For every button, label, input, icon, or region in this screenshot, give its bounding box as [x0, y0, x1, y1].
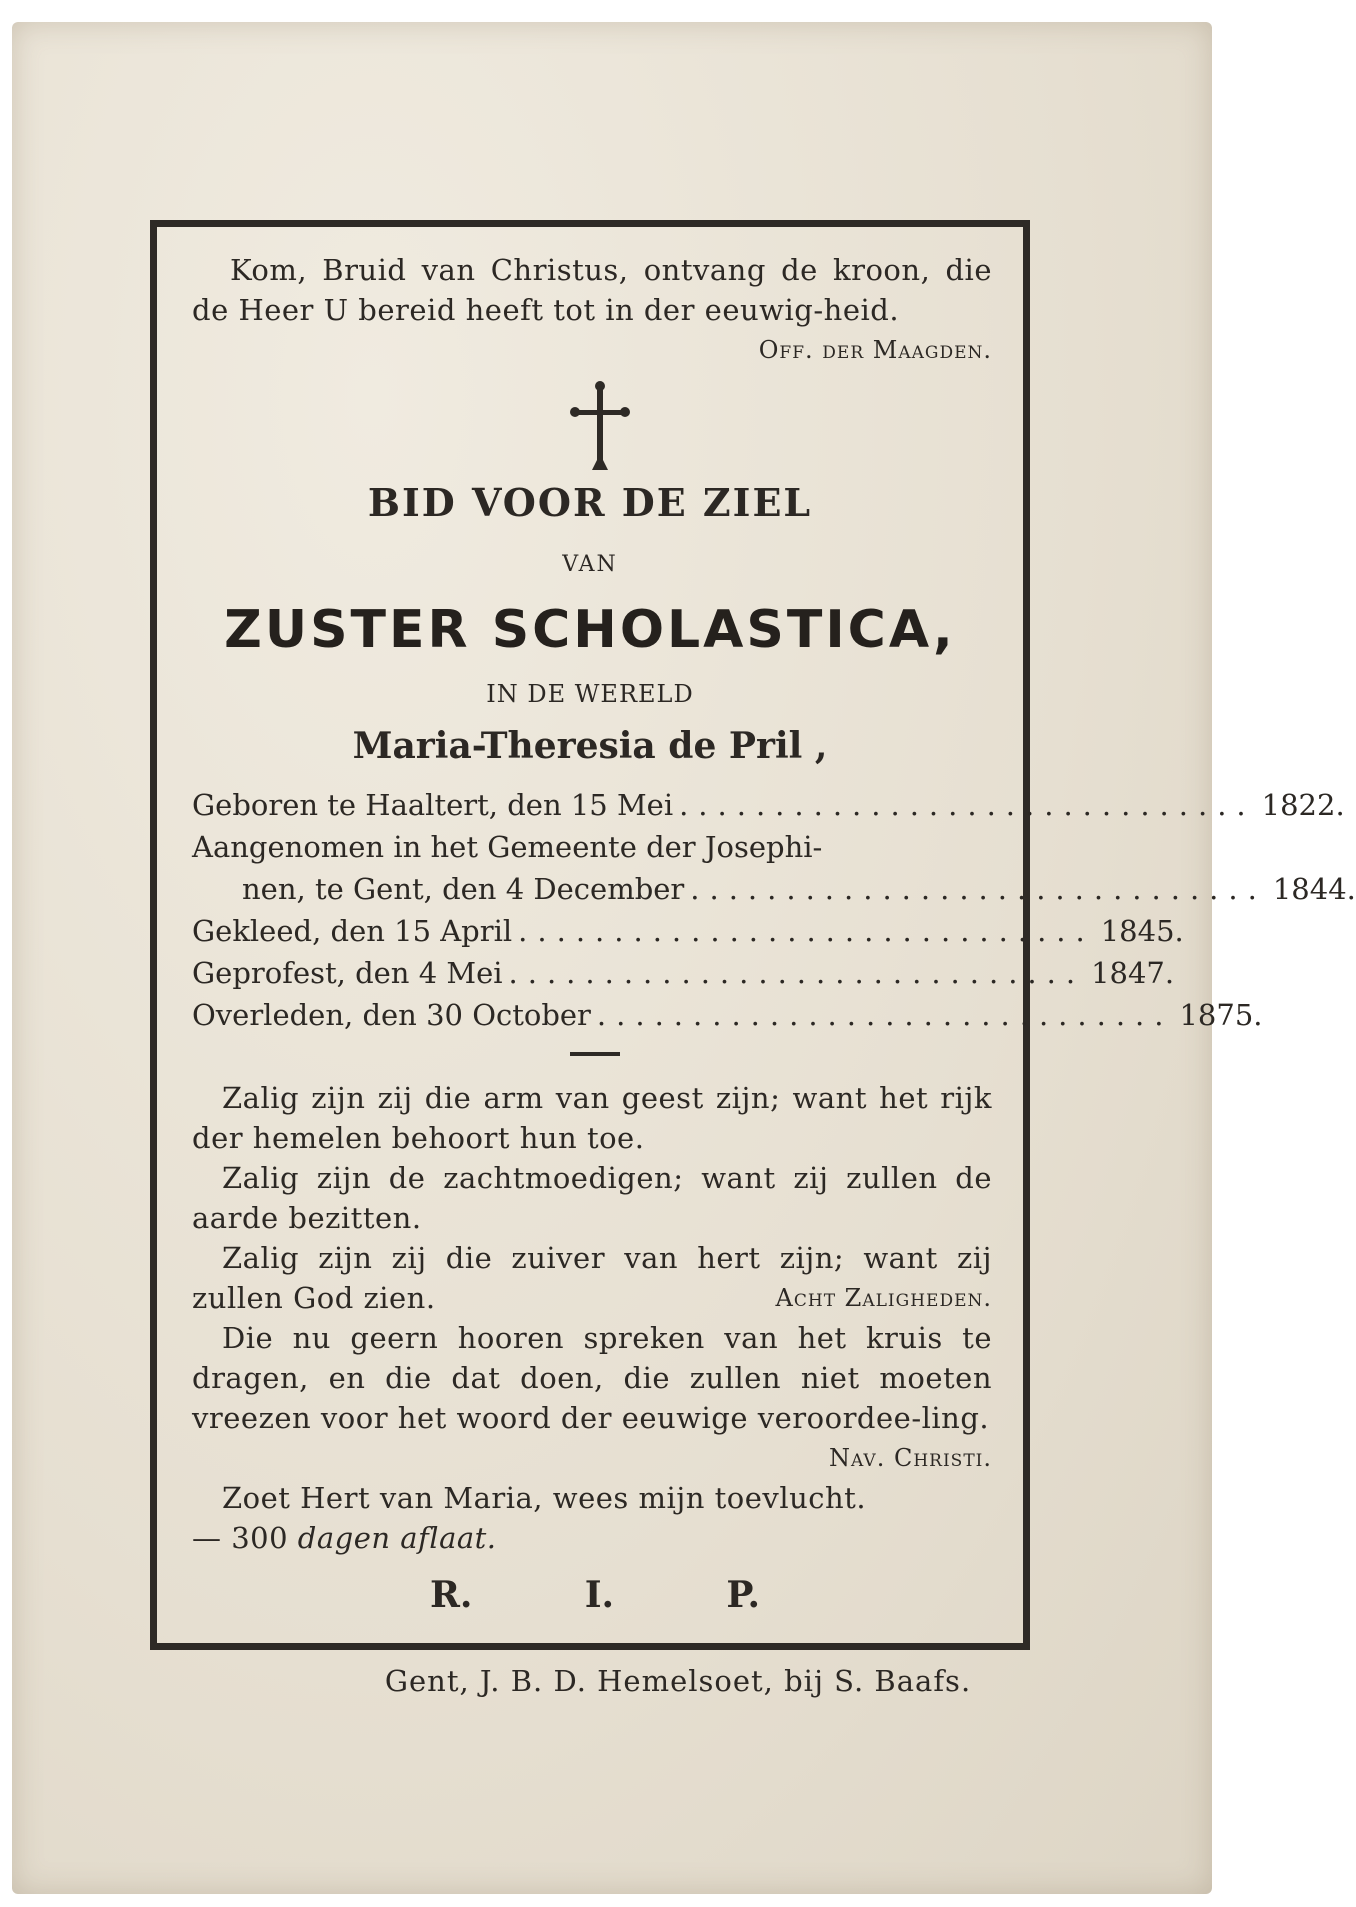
heading-line-2: VAN [562, 552, 618, 577]
top-verse [192, 250, 992, 370]
event-year: 1822. [1261, 788, 1345, 822]
event-label: Gekleed, den 15 April [192, 914, 513, 948]
event-label: Geprofest, den 4 Mei [192, 956, 503, 990]
event-row [192, 914, 1184, 954]
event-year: 1847. [1091, 956, 1175, 990]
top-verse-source: Off. der Maagden. [758, 336, 992, 364]
indulgence-prefix: — 300 [192, 1521, 289, 1555]
printer-imprint: Gent, J. B. D. Hemelsoet, bij S. Baafs. [384, 1664, 972, 1698]
event-year: 1875. [1179, 998, 1263, 1032]
event-row [192, 830, 992, 870]
rip-letter: P. [726, 1574, 760, 1616]
heading-name: ZUSTER SCHOLASTICA, [224, 600, 956, 660]
cross-icon [570, 380, 630, 470]
leader-dots: .............................. [596, 998, 1174, 1032]
prayer-line: Zoet Hert van Maria, wees mijn toevlucht. [222, 1481, 867, 1515]
heading-line-3: IN DE WERELD [486, 680, 694, 708]
event-label: nen, te Gent, den 4 December [242, 872, 685, 906]
imitation-source: Nav. Christi. [829, 1444, 992, 1472]
event-label: Geboren te Haaltert, den 15 Mei [192, 788, 674, 822]
imitation-quote [192, 1318, 992, 1478]
rip-line [430, 1574, 760, 1616]
heading-line-1: BID VOOR DE ZIEL [367, 480, 813, 525]
event-row [242, 872, 1356, 912]
leader-dots: .............................. [508, 956, 1086, 990]
leader-dots: .............................. [679, 788, 1256, 822]
rip-letter: R. [430, 1574, 473, 1616]
leader-dots: .............................. [518, 914, 1095, 948]
indulgence-text: dagen aflaat. [297, 1521, 497, 1555]
leader-dots: .............................. [690, 872, 1267, 906]
event-row [192, 788, 1345, 828]
event-label: Aangenomen in het Gemeente der Josephi- [192, 830, 823, 864]
worldly-name: Maria-Theresia de Pril , [352, 725, 828, 767]
beatitude-2: Zalig zijn de zachtmoedigen; want zij zullen de aarde bezitten. [192, 1161, 992, 1235]
indulgence-line [192, 1518, 992, 1558]
top-verse-text: Kom, Bruid van Christus, ontvang de kroon, die de Heer U bereid heeft tot in der eeuwig-heid. [192, 253, 992, 327]
beatitude-3 [192, 1238, 992, 1318]
heading-block [150, 470, 1030, 790]
imitation-text: Die nu geern hooren spreken van het kruis te dragen, en die dat doen, die zullen niet moeten vreezen voor het woord der eeuwige veroordee-ling. [192, 1321, 992, 1435]
beatitude-source: Acht Zaligheden. [775, 1284, 992, 1312]
beatitude-3-text: Zalig zijn zij die zuiver van hert zijn; want zij zullen God zien. [192, 1241, 992, 1315]
event-year: 1845. [1100, 914, 1184, 948]
event-row [192, 998, 1263, 1038]
beatitude-1: Zalig zijn zij die arm van geest zijn; want het rijk der hemelen behoort hun toe. [192, 1081, 992, 1155]
rip-letter: I. [584, 1574, 615, 1616]
event-label: Overleden, den 30 October [192, 998, 591, 1032]
event-row [192, 956, 1175, 996]
separator-rule [570, 1052, 620, 1056]
event-year: 1844. [1272, 872, 1356, 906]
